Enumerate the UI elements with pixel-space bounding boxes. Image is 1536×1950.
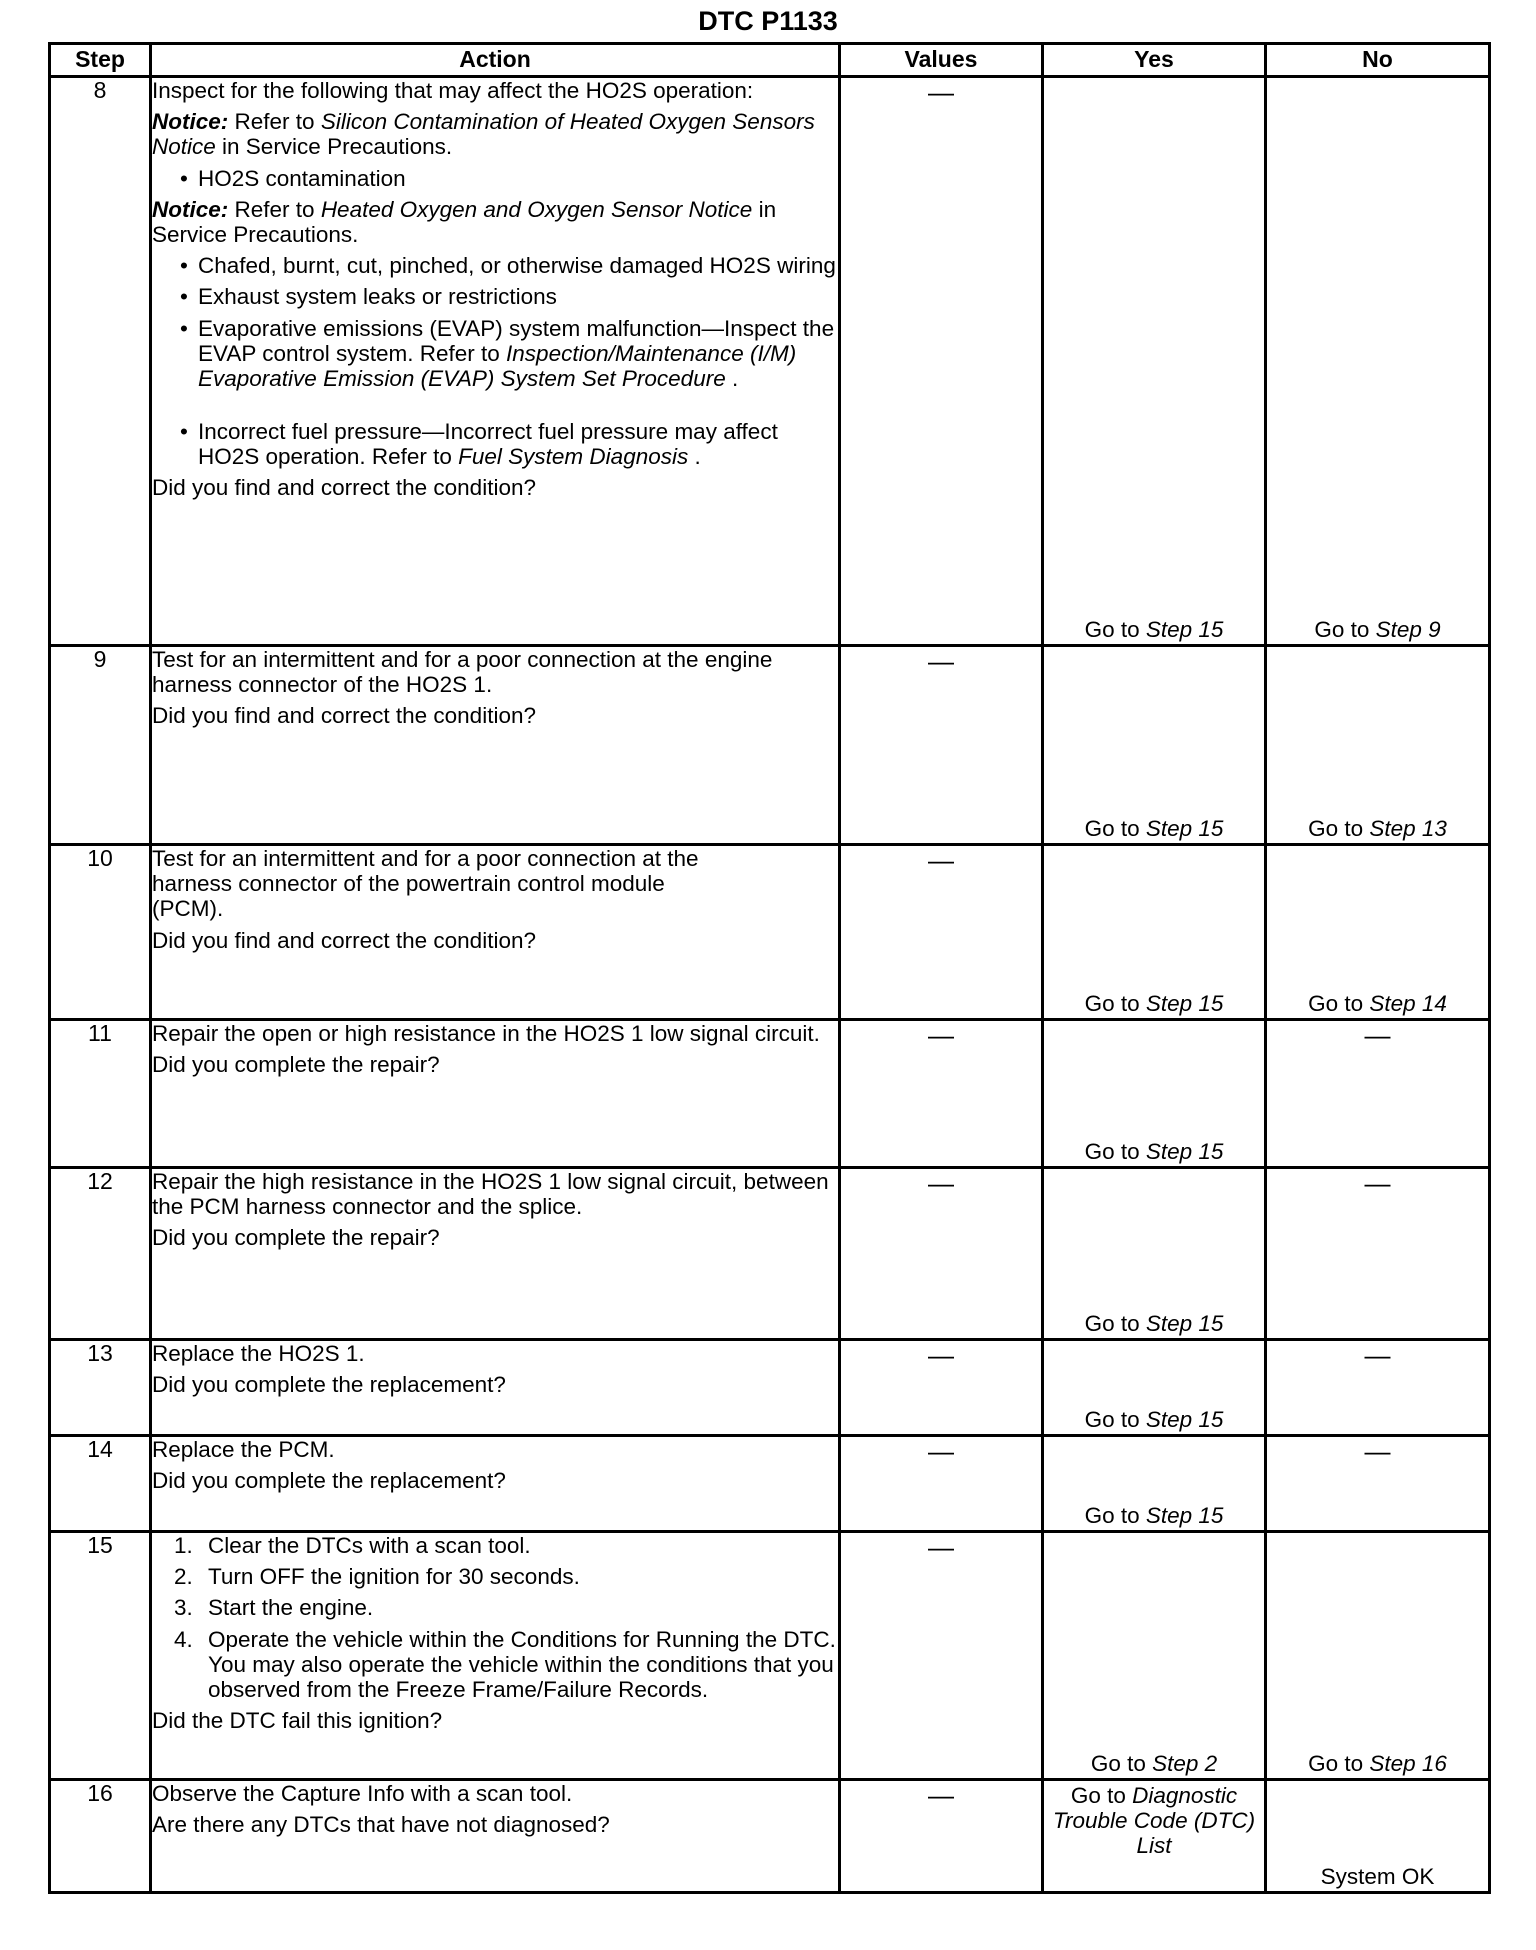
action-text: Repair the high resistance in the HO2S 1 low signal circuit, between the PCM harness connector and the splice. xyxy=(152,1169,829,1220)
action-text: Replace the PCM. xyxy=(152,1437,335,1462)
yes-cell xyxy=(1043,1168,1266,1340)
numbered-item: 3. Start the engine. xyxy=(174,1595,374,1621)
numbered-item: 1. Clear the DTCs with a scan tool. xyxy=(174,1533,531,1558)
goto-link: Go to Step 2 xyxy=(1090,1750,1218,1776)
values-cell: — xyxy=(840,845,1043,1020)
table-row xyxy=(50,845,1490,1020)
goto-link: Go to Diagnostic Trouble Code (DTC) List xyxy=(1052,1783,1256,1859)
action-cell xyxy=(151,1168,840,1340)
goto-link: Go to Step 15 xyxy=(1084,1406,1224,1432)
step-number: 11 xyxy=(50,1020,151,1168)
header-values: Values xyxy=(840,44,1043,77)
no-cell: — xyxy=(1266,1020,1490,1168)
action-text: Observe the Capture Info with a scan tool. xyxy=(152,1781,573,1806)
step-number: 14 xyxy=(50,1436,151,1532)
goto-link: Go to Step 15 xyxy=(1084,1138,1224,1164)
action-text: Test for an intermittent and for a poor connection at the engine harness connector of the HO2S 1. xyxy=(152,647,773,698)
notice: Notice: Refer to Silicon Contamination of Heated Oxygen Sensors Notice in Service Precautions. xyxy=(152,109,815,160)
step-number: 12 xyxy=(50,1168,151,1340)
yes-cell xyxy=(1043,1020,1266,1168)
action-cell xyxy=(151,1780,840,1893)
table-row xyxy=(50,646,1490,845)
action-cell xyxy=(151,77,840,646)
table-row xyxy=(50,1532,1490,1780)
no-cell xyxy=(1266,1780,1490,1893)
bullet-item: • Chafed, burnt, cut, pinched, or otherwise damaged HO2S wiring xyxy=(152,253,838,278)
yes-cell xyxy=(1043,1436,1266,1532)
dtc-table xyxy=(48,42,1491,1894)
action-question: Did you complete the replacement? xyxy=(152,1468,506,1494)
action-cell xyxy=(151,1340,840,1436)
values-cell: — xyxy=(840,1532,1043,1780)
header-no: No xyxy=(1266,44,1490,77)
notice-label: Notice: xyxy=(152,196,229,222)
step-number: 8 xyxy=(50,77,151,646)
header-yes: Yes xyxy=(1043,44,1266,77)
values-cell: — xyxy=(840,1168,1043,1340)
action-text: Repair the open or high resistance in the HO2S 1 low signal circuit. xyxy=(152,1021,820,1046)
numbered-item: 2. Turn OFF the ignition for 30 seconds. xyxy=(174,1564,580,1590)
action-question: Did you complete the replacement? xyxy=(152,1372,506,1398)
values-cell: — xyxy=(840,1020,1043,1168)
no-cell: — xyxy=(1266,1340,1490,1436)
table-row xyxy=(50,1340,1490,1436)
table-row xyxy=(50,1780,1490,1893)
no-cell xyxy=(1266,77,1490,646)
bullet-item: • Incorrect fuel pressure—Incorrect fuel pressure may affect HO2S operation. Refer to Fuel System Diagnosis . xyxy=(152,419,838,469)
table-header-row xyxy=(50,44,1490,77)
step-number: 16 xyxy=(50,1780,151,1893)
notice: Notice: Refer to Heated Oxygen and Oxygen Sensor Notice in Service Precautions. xyxy=(152,196,777,247)
no-cell xyxy=(1266,845,1490,1020)
action-question: Did you find and correct the condition? xyxy=(152,703,536,729)
goto-link: Go to Step 16 xyxy=(1308,1750,1447,1776)
goto-link: Go to Step 14 xyxy=(1308,990,1447,1016)
action-cell xyxy=(151,1436,840,1532)
action-cell xyxy=(151,1532,840,1780)
notice-label: Notice: xyxy=(152,109,229,135)
goto-link: Go to Step 15 xyxy=(1084,616,1224,642)
action-text: Test for an intermittent and for a poor connection at the harness connector of the powertrain control module (PCM). xyxy=(152,846,699,922)
yes-cell xyxy=(1043,1780,1266,1893)
step-number: 10 xyxy=(50,845,151,1020)
step-number: 9 xyxy=(50,646,151,845)
no-cell xyxy=(1266,1532,1490,1780)
yes-cell xyxy=(1043,1340,1266,1436)
bullet-item: • HO2S contamination xyxy=(152,166,838,191)
action-cell xyxy=(151,845,840,1020)
bullet-item: • Evaporative emissions (EVAP) system malfunction—Inspect the EVAP control system. Refer to Inspection/Maintenance (I/M) Evaporative Emission (EVAP) System Set Procedure . xyxy=(152,316,838,392)
header-action: Action xyxy=(151,44,840,77)
action-question: Are there any DTCs that have not diagnosed? xyxy=(152,1812,610,1838)
page-title: DTC P1133 xyxy=(698,6,838,36)
goto-link: Go to Step 15 xyxy=(1084,815,1224,841)
action-question: Did you find and correct the condition? xyxy=(152,475,536,501)
action-text: Inspect for the following that may affect the HO2S operation: xyxy=(152,78,754,103)
goto-link: Go to Step 15 xyxy=(1084,1310,1224,1336)
header-step: Step xyxy=(50,44,151,77)
values-cell: — xyxy=(840,1436,1043,1532)
values-cell: — xyxy=(840,77,1043,646)
action-cell xyxy=(151,1020,840,1168)
numbered-item: 4. Operate the vehicle within the Conditions for Running the DTC. You may also operate the vehicle within the conditions that you observed from the Freeze Frame/Failure Records. xyxy=(174,1626,836,1702)
bullet-item: • Exhaust system leaks or restrictions xyxy=(152,284,838,309)
action-question: Did you complete the repair? xyxy=(152,1225,440,1251)
action-question: Did the DTC fail this ignition? xyxy=(152,1708,443,1734)
action-cell xyxy=(151,646,840,845)
no-cell: — xyxy=(1266,1436,1490,1532)
goto-link: Go to Step 9 xyxy=(1314,616,1441,642)
yes-cell xyxy=(1043,845,1266,1020)
yes-cell xyxy=(1043,1532,1266,1780)
yes-cell xyxy=(1043,77,1266,646)
goto-link: Go to Step 13 xyxy=(1308,815,1447,841)
table-row xyxy=(50,1020,1490,1168)
system-ok-text: System OK xyxy=(1320,1863,1435,1889)
table-row xyxy=(50,1168,1490,1340)
action-question: Did you find and correct the condition? xyxy=(152,927,536,953)
values-cell: — xyxy=(840,1340,1043,1436)
values-cell: — xyxy=(840,646,1043,845)
values-cell: — xyxy=(840,1780,1043,1893)
step-number: 15 xyxy=(50,1532,151,1780)
table-row xyxy=(50,1436,1490,1532)
action-text: Replace the HO2S 1. xyxy=(152,1341,365,1366)
step-number: 13 xyxy=(50,1340,151,1436)
action-question: Did you complete the repair? xyxy=(152,1052,440,1078)
no-cell: — xyxy=(1266,1168,1490,1340)
table-row xyxy=(50,77,1490,646)
no-cell xyxy=(1266,646,1490,845)
goto-link: Go to Step 15 xyxy=(1084,1502,1224,1528)
goto-link: Go to Step 15 xyxy=(1084,990,1224,1016)
yes-cell xyxy=(1043,646,1266,845)
